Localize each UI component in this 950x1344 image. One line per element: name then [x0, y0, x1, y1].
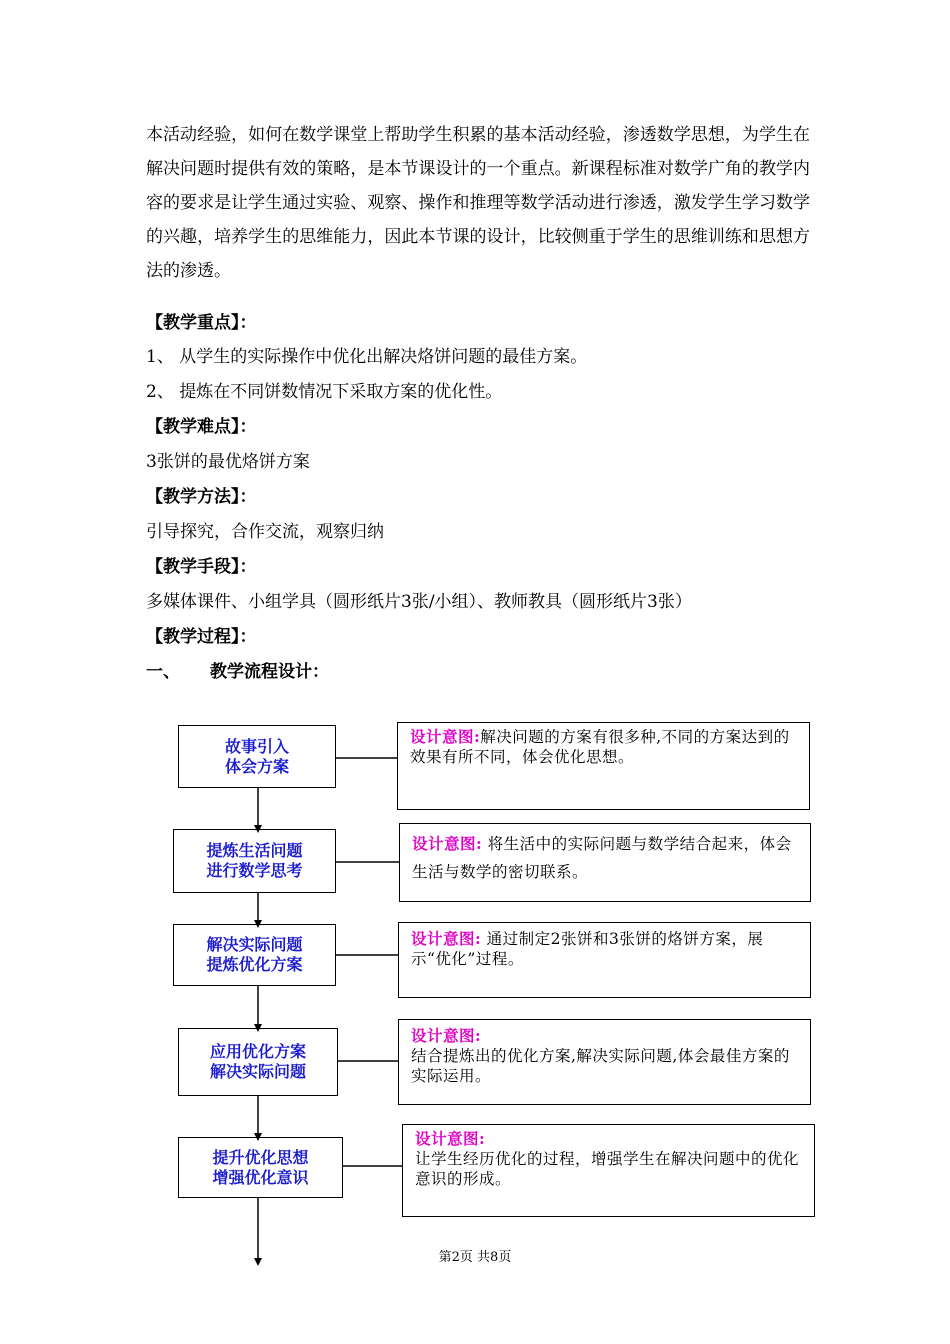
flow-heading: 教学流程设计：: [210, 662, 329, 682]
flow-step-line: 体会方案: [224, 756, 289, 776]
flow-heading-number: 一、: [146, 662, 180, 682]
process-heading: 【教学过程】：: [146, 627, 257, 647]
design-intent-note: [402, 1124, 815, 1217]
flow-step-box: [173, 924, 336, 986]
flow-step-box: [178, 725, 336, 788]
flow-step-line: 提炼生活问题: [206, 841, 303, 860]
key-point-item: 1、 从学生的实际操作中优化出解决烙饼问题的最佳方案。: [146, 347, 588, 367]
design-intent-text: 让学生经历优化的过程，增强学生在解决问题中的优化意识的形成。: [415, 1150, 800, 1188]
means-text: 多媒体课件、小组学具（圆形纸片3张/小组）、教师教具（圆形纸片3张）: [146, 592, 692, 612]
intro-paragraph: 本活动经验，如何在数学课堂上帮助学生积累的基本活动经验，渗透数学思想，为学生在解决问题时提供有效的策略，是本节课设计的一个重点。新课程标准对数学广角的教学内容的要求是让学生通过实验、观察、操作和推理等数学活动进行渗透，激发学生学习数学的兴趣，培养学生的思维能力，因此本节课的设计，比较侧重于学生的思维训练和思想方法的渗透。: [146, 125, 810, 281]
flow-step-line: 应用优化方案: [209, 1042, 306, 1061]
design-intent-note: [399, 823, 811, 902]
design-intent-text: 通过制定2张饼和3张饼的烙饼方案，展示“优化”过程。: [411, 930, 764, 968]
means-heading: 【教学手段】：: [146, 557, 257, 577]
flow-step-box: [178, 1028, 338, 1096]
key-point-item: 2、 提炼在不同饼数情况下采取方案的优化性。: [146, 382, 503, 402]
design-intent-text: 解决问题的方案有很多种,不同的方案达到的效果有所不同，体会优化思想。: [410, 728, 790, 766]
method-heading: 【教学方法】：: [146, 487, 257, 507]
flow-step-line: 进行数学思考: [206, 861, 303, 880]
design-intent-text: 结合提炼出的优化方案,解决实际问题,体会最佳方案的实际运用。: [411, 1047, 790, 1085]
flow-step-box: [173, 829, 336, 893]
flow-step-line: 解决实际问题: [209, 1062, 306, 1081]
flow-step-line: 解决实际问题: [206, 935, 303, 954]
design-intent-note: [398, 922, 811, 998]
flow-step-line: 故事引入: [224, 736, 289, 756]
key-points-heading: 【教学重点】：: [146, 313, 257, 333]
method-text: 引导探究，合作交流，观察归纳: [146, 522, 384, 542]
design-intent-label: 设计意图:: [410, 727, 481, 746]
flow-step-line: 增强优化意识: [212, 1167, 309, 1187]
design-intent-label: 设计意图:: [412, 834, 483, 853]
design-intent-note: [398, 1019, 811, 1105]
design-intent-label: 设计意图:: [411, 929, 482, 948]
design-intent-label: 设计意图:: [415, 1129, 486, 1148]
page-footer: 第2页 共8页: [438, 1250, 512, 1265]
difficulty-heading: 【教学难点】：: [146, 417, 257, 437]
flow-step-box: [178, 1137, 343, 1198]
flow-step-line: 提炼优化方案: [206, 955, 303, 974]
difficulty-text: 3张饼的最优烙饼方案: [146, 452, 310, 472]
design-intent-note: [397, 722, 810, 810]
design-intent-text: 将生活中的实际问题与数学结合起来，体会生活与数学的密切联系。: [412, 835, 792, 881]
flow-step-line: 提升优化思想: [212, 1147, 309, 1167]
design-intent-label: 设计意图:: [411, 1026, 482, 1045]
